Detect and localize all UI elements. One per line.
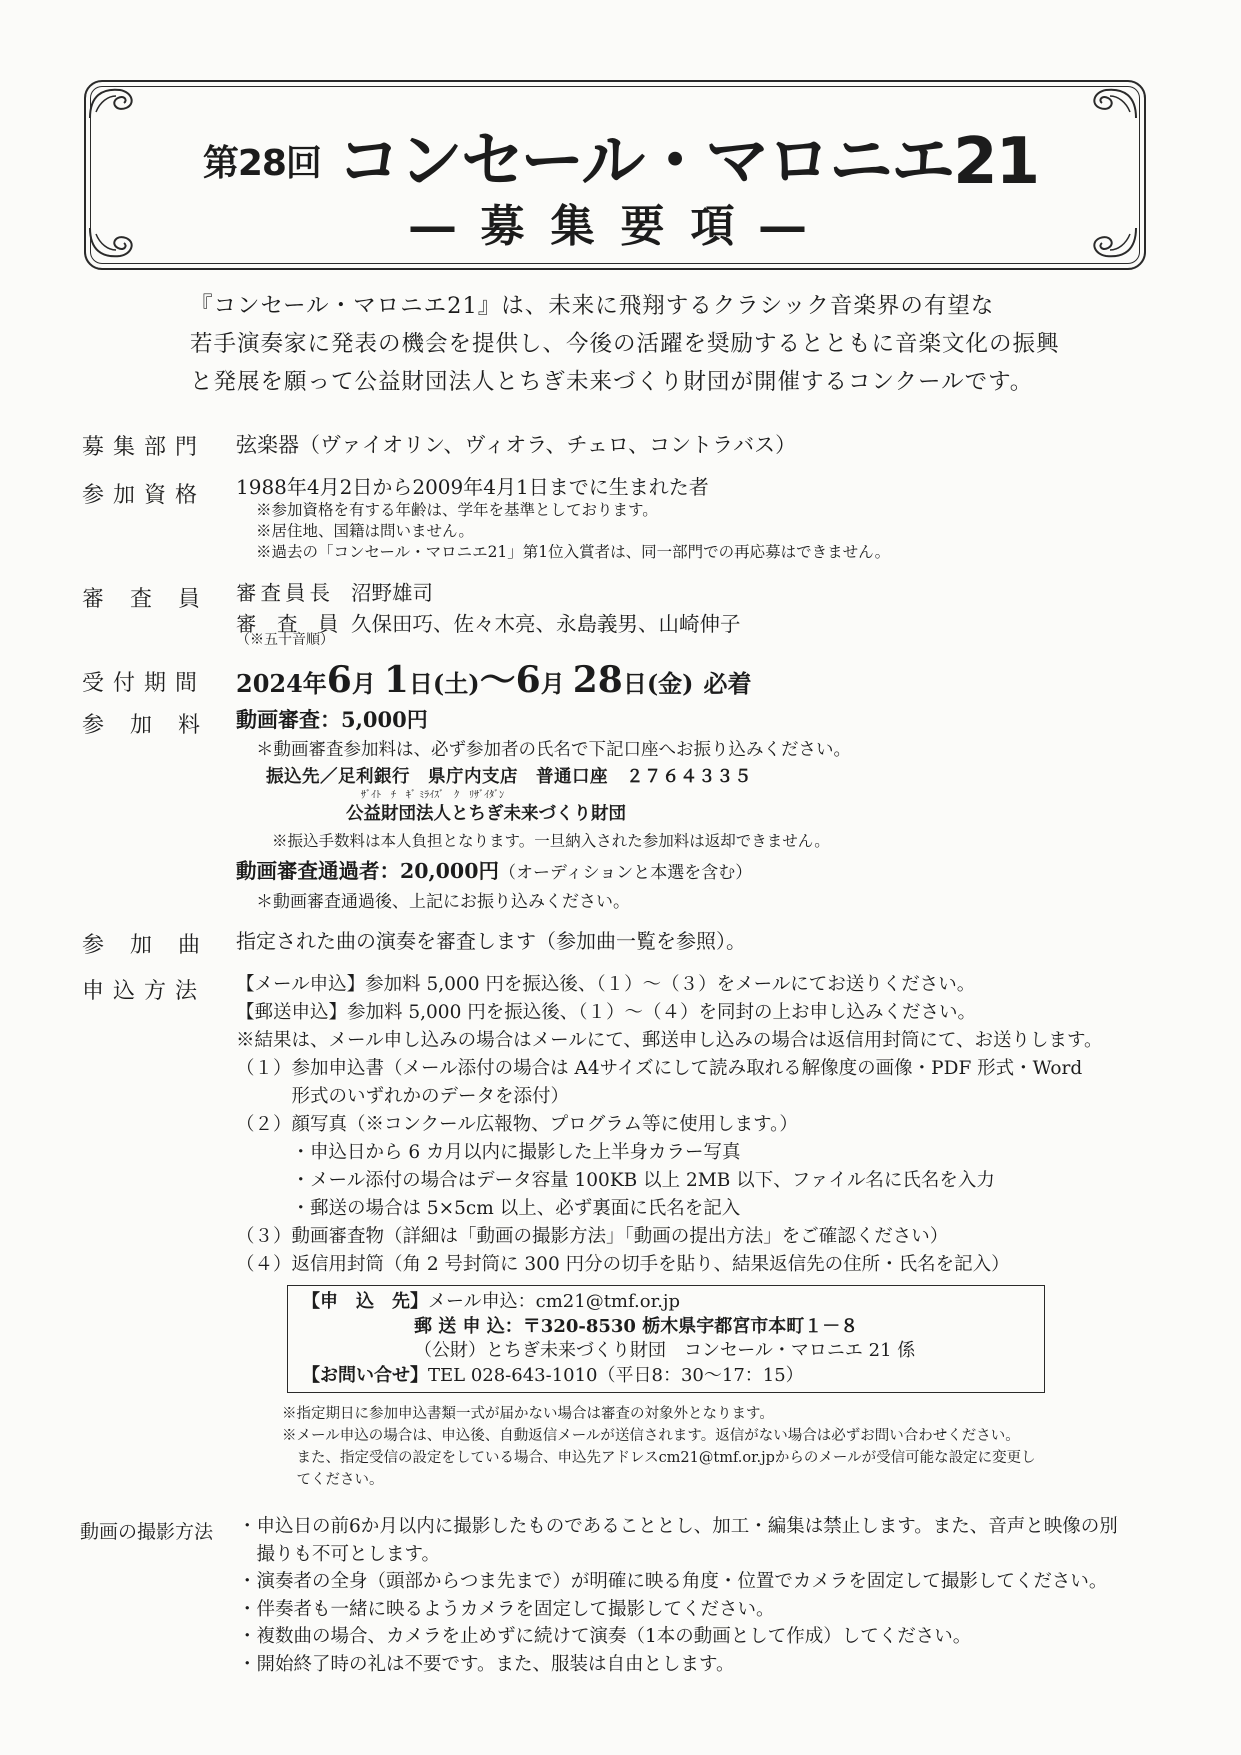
- fee-block: [236, 704, 851, 916]
- apply-item: （３）動画審査物（詳細は「動画の撮影方法」「動画の提出方法」をご確認ください）: [236, 1226, 949, 1247]
- contact-mail: メール申込：cm21@tmf.or.jp: [428, 1291, 681, 1312]
- apply-item: （１）参加申込書（メール添付の場合は A4サイズにして読み取れる解像度の画像・PDF 形式・Word: [236, 1058, 1083, 1079]
- pieces-text: 指定された曲の演奏を審査します（参加曲一覧を参照）。: [236, 929, 746, 953]
- period-end-weekday: (金): [646, 669, 694, 698]
- period-dates: [236, 652, 752, 703]
- apply-mail-line: 【メール申込】参加料 5,000 円を振込後、（１）～（３）をメールにてお送りください。: [236, 974, 976, 995]
- apply-result-line: ※結果は、メール申し込みの場合はメールにて、郵送申し込みの場合は返信用封筒にて、お送りします。: [236, 1030, 1103, 1051]
- contact-post: 郵 送 申 込：〒320-8530 栃木県宇都宮市本町１－８: [414, 1315, 859, 1337]
- apply-item: ・郵送の場合は 5×5cm 以上、必ず裏面に氏名を記入: [236, 1198, 741, 1219]
- pass-fee-suffix: （オーディションと本選を含む）: [498, 863, 753, 883]
- filming-line: ・伴奏者も一緒に映るようカメラを固定して撮影してください。: [238, 1598, 775, 1620]
- eligibility-note: ※参加資格を有する年齢は、学年を基準としております。: [256, 501, 658, 519]
- period-separator: ～: [479, 659, 516, 701]
- page-title: [0, 110, 1241, 202]
- judge-chair-label: 審査員長: [236, 581, 334, 605]
- video-fee-note: ＊動画審査参加料は、必ず参加者の氏名で下記口座へお振り込みください。: [256, 740, 851, 760]
- contact-inquiry-label: 【お問い合せ】: [302, 1364, 428, 1386]
- section-label-eligibility: 参加資格: [82, 483, 207, 508]
- apply-item: ・申込日から 6 カ月以内に撮影した上半身カラー写真: [236, 1142, 741, 1163]
- period-year: 2024年: [236, 669, 327, 698]
- pass-fee: 動画審査通過者：20,000円: [236, 859, 499, 883]
- section-label-judges: 審査員: [82, 587, 227, 612]
- period-month-unit: 月: [540, 669, 565, 698]
- intro-line: 『コンセール・マロニエ21』は、未来に飛翔するクラシック音楽界の有望な: [190, 293, 995, 319]
- contact-org: （公財）とちぎ未来づくり財団 コンセール・マロニエ 21 係: [414, 1340, 916, 1361]
- pass-fee-note: ＊動画審査通過後、上記にお振り込みください。: [256, 892, 630, 912]
- period-end-month: 6: [515, 659, 541, 701]
- video-fee: 動画審査：5,000円: [236, 707, 428, 732]
- judge-members-label: 審 査 員: [236, 612, 339, 636]
- account-ruby: ｻﾞｲﾄ ﾁ ｷﾞ ﾐﾗｲｽﾞ ｸ ﾘｻﾞｲﾀﾞﾝ: [361, 790, 505, 801]
- apply-item: （４）返信用封筒（角 2 号封筒に 300 円分の切手を貼り、結果返信先の住所・氏名を記入）: [236, 1254, 1010, 1275]
- period-day-unit: 日: [408, 669, 433, 698]
- contact-tel: TEL 028-643-1010（平日8：30～17：15）: [428, 1364, 804, 1386]
- contact-note: ※指定期日に参加申込書類一式が届かない場合は審査の対象外となります。: [282, 1406, 774, 1422]
- category-text: 弦楽器（ヴァイオリン、ヴィオラ、チェロ、コントラバス）: [236, 433, 797, 457]
- filming-line: ・複数曲の場合、カメラを止めずに続けて演奏（1本の動画として作成）してください。: [238, 1626, 972, 1647]
- eligibility-note: ※居住地、国籍は問いません。: [256, 522, 474, 540]
- contact-note: また、指定受信の設定をしている場合、申込先アドレスcm21@tmf.or.jpからのメールが受信可能な設定に変更し: [282, 1450, 1036, 1466]
- eligibility-text: 1988年4月2日から2009年4月1日までに生まれた者: [236, 475, 709, 499]
- period-day-unit: 日: [622, 669, 647, 698]
- apply-item: 形式のいずれかのデータを添付）: [236, 1086, 570, 1107]
- account-name: 公益財団法人とちぎ未来づくり財団: [346, 804, 626, 824]
- bank-account: 振込先／足利銀行 県庁内支店 普通口座 ２７６４３３５: [266, 767, 752, 787]
- section-label-category: 募集部門: [82, 435, 207, 460]
- period-start-day: 1: [383, 659, 409, 701]
- intro-paragraph: [190, 287, 1090, 401]
- competition-name: コンセール・マロニエ21: [336, 125, 1039, 199]
- contact-note: ※メール申込の場合は、申込後、自動返信メールが送信されます。返信がない場合は必ずお問い合わせください。: [282, 1428, 1020, 1444]
- contact-box: [287, 1285, 1045, 1393]
- period-start-month: 6: [326, 659, 352, 701]
- apply-item: （２）顔写真（※コンクール広報物、プログラム等に使用します。）: [236, 1114, 798, 1135]
- filming-line: ・申込日の前6か月以内に撮影したものであることとし、加工・編集は禁止します。また、音声と映像の別: [238, 1516, 1118, 1537]
- contact-note: てください。: [282, 1472, 384, 1488]
- judge-chair-name: 沼野雄司: [351, 581, 433, 605]
- intro-line: 若手演奏家に発表の機会を提供し、今後の活躍を奨励するとともに音楽文化の振興: [190, 331, 1060, 357]
- judges-order-note: （※五十音順）: [236, 632, 334, 648]
- transfer-note: ※振込手数料は本人負担となります。一旦納入された参加料は返却できません。: [272, 832, 830, 850]
- period-month-unit: 月: [351, 669, 376, 698]
- eligibility-note: ※過去の「コンセール・マロニエ21」第1位入賞者は、同一部門での再応募はできません。: [256, 543, 891, 561]
- judge-members-names: 久保田巧、佐々木亮、永島義男、山崎伸子: [351, 612, 741, 636]
- filming-block: [238, 1513, 1118, 1678]
- filming-line: ・演奏者の全身（頭部からつま先まで）が明確に映る角度・位置でカメラを固定して撮影してください。: [238, 1571, 1108, 1592]
- section-label-filming: 動画の撮影方法: [80, 1521, 214, 1543]
- period-end-day: 28: [572, 659, 623, 701]
- eligibility-block: [236, 474, 890, 563]
- section-label-apply: 申込方法: [82, 979, 207, 1004]
- period-start-weekday: (土): [432, 669, 480, 698]
- section-label-pieces: 参加曲: [82, 933, 227, 958]
- filming-line: 撮りも不可とします。: [238, 1543, 441, 1565]
- intro-line: と発展を願って公益財団法人とちぎ未来づくり財団が開催するコンクールです。: [190, 369, 1034, 395]
- edition-label: 第28回: [202, 143, 321, 184]
- apply-item: ・メール添付の場合はデータ容量 100KB 以上 2MB 以下、ファイル名に氏名を入力: [236, 1170, 995, 1191]
- apply-block: [236, 971, 1103, 1279]
- section-label-fee: 参加料: [82, 713, 227, 738]
- contact-notes: [282, 1403, 1036, 1491]
- apply-post-line: 【郵送申込】参加料 5,000 円を振込後、（１）～（４）を同封の上お申し込みください。: [236, 1002, 976, 1023]
- page-subtitle: ―募集要項―: [410, 201, 831, 252]
- contact-dest-label: 【申 込 先】: [302, 1291, 428, 1312]
- period-deadline-note: 必着: [703, 669, 752, 698]
- filming-line: ・開始終了時の礼は不要です。また、服装は自由とします。: [238, 1653, 735, 1675]
- section-label-period: 受付期間: [82, 671, 207, 696]
